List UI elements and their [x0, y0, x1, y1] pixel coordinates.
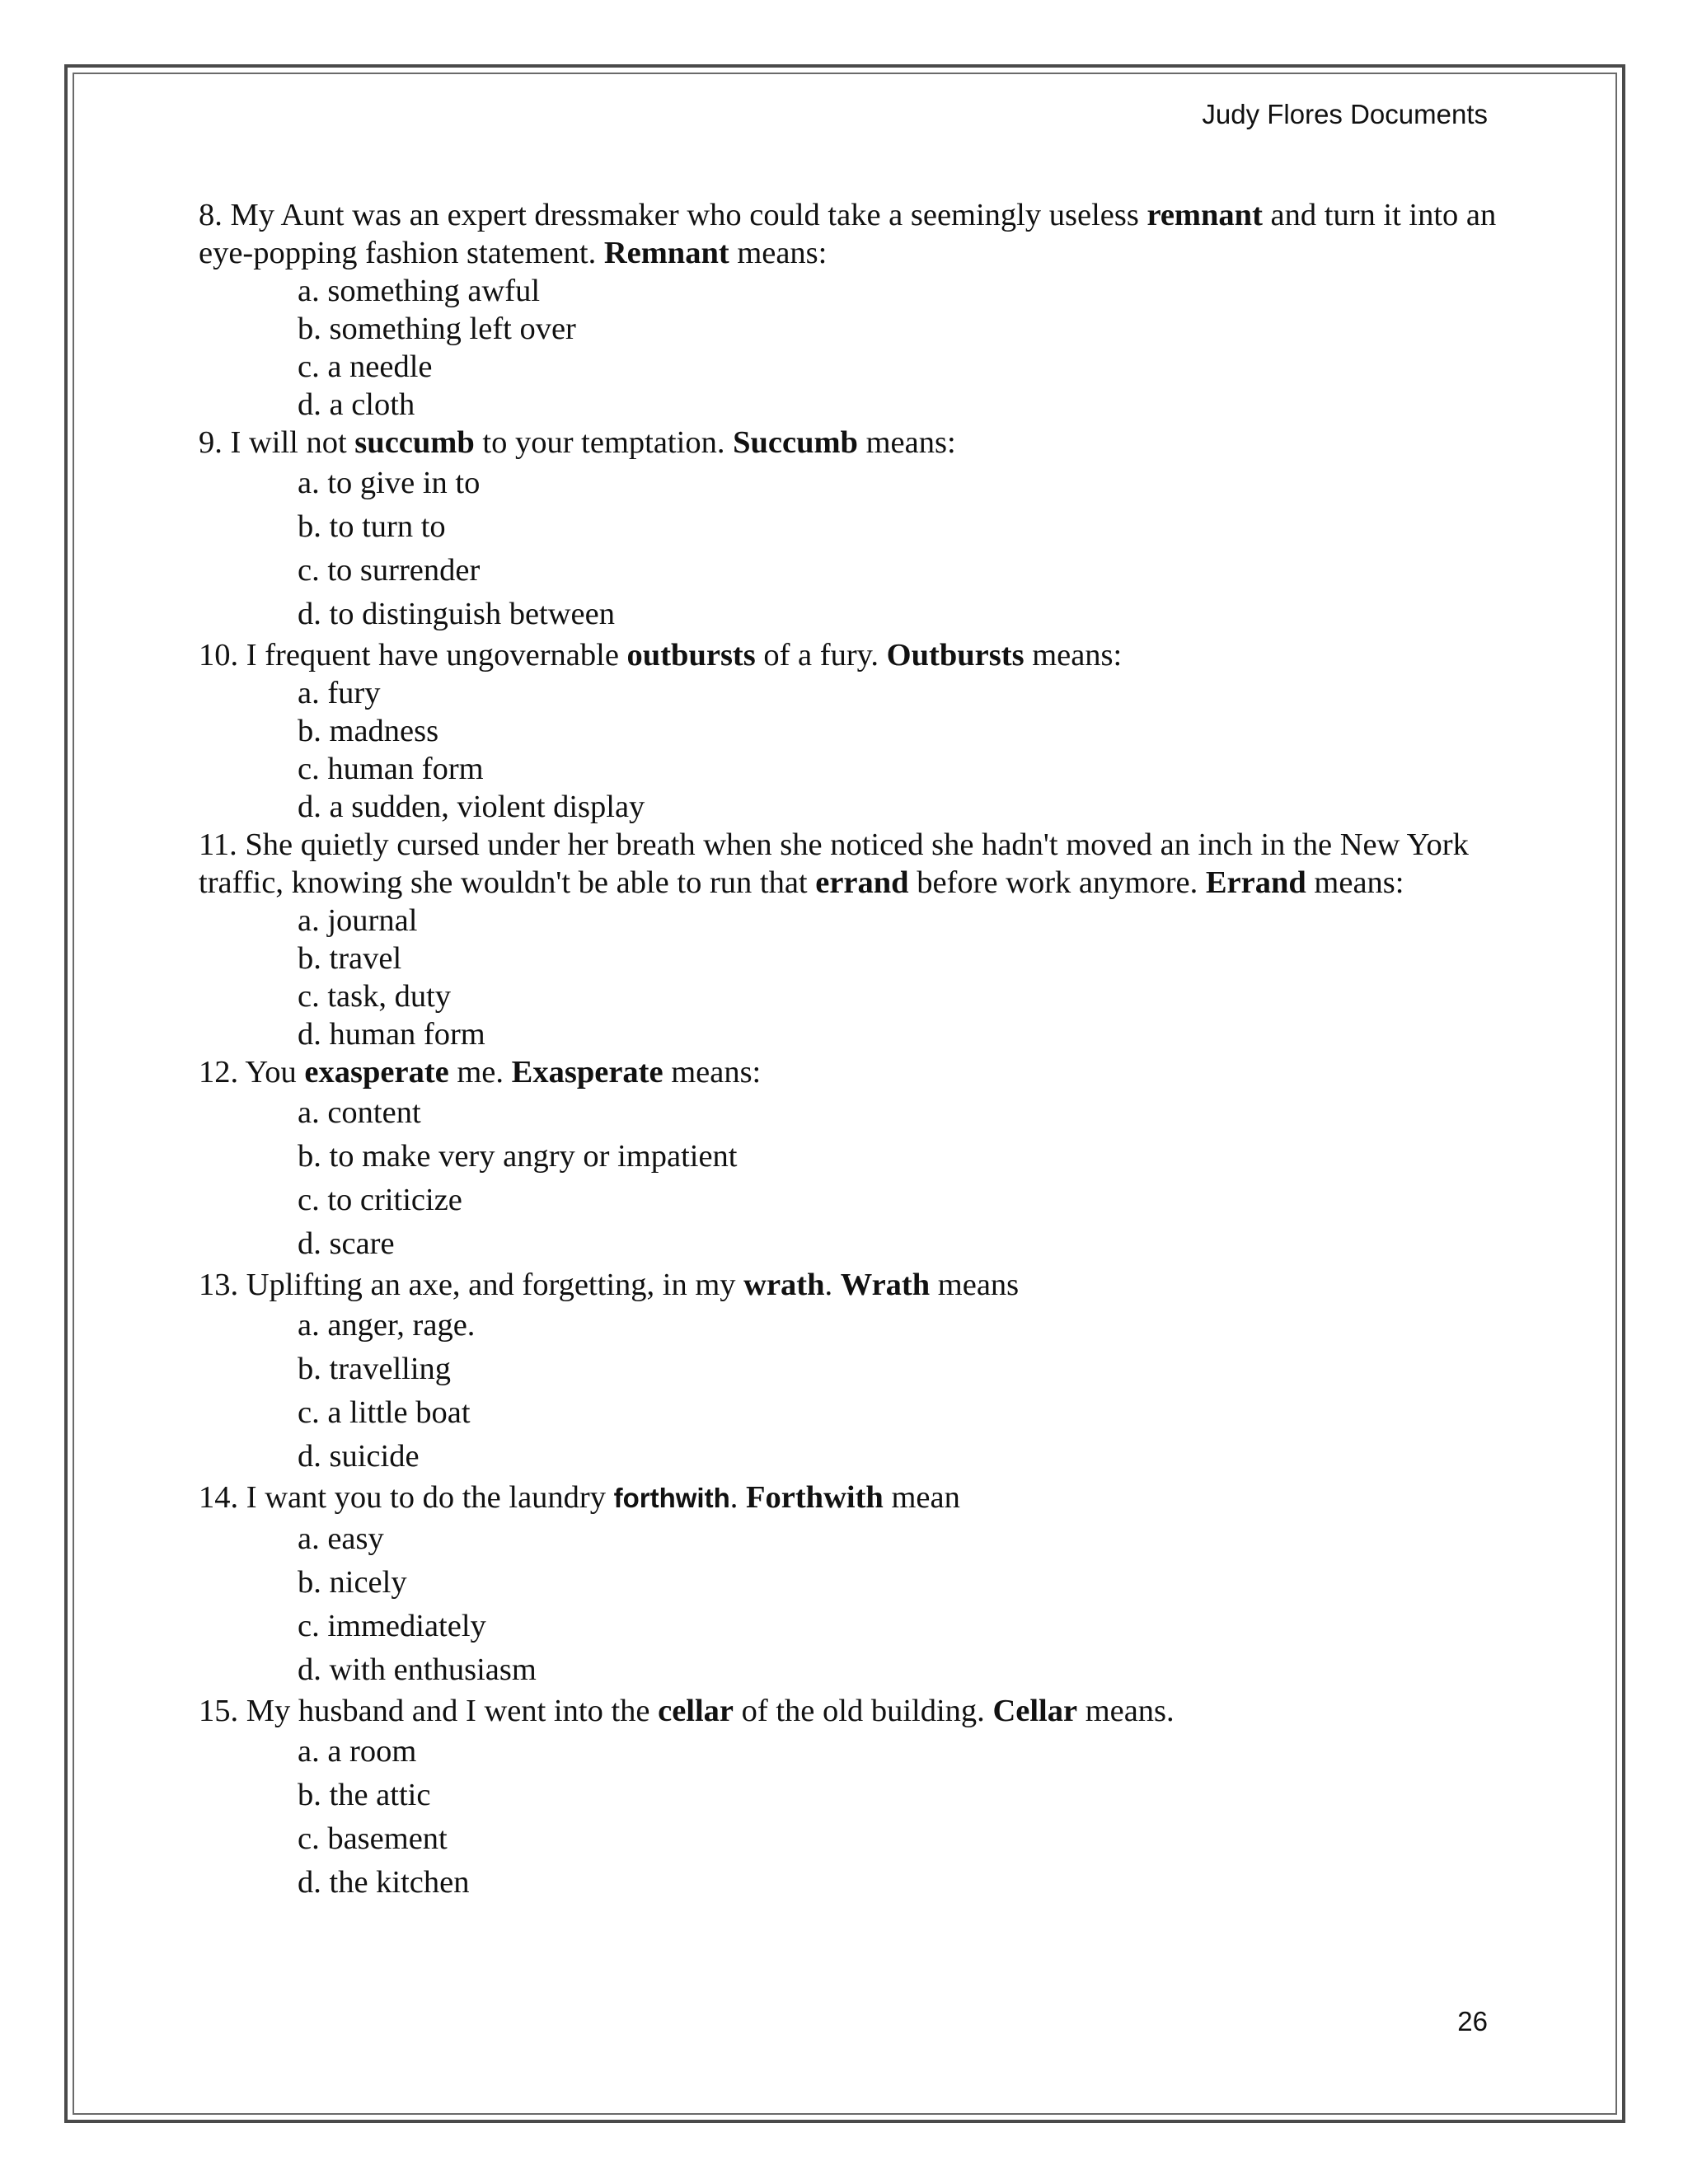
option: a. a room: [298, 1734, 417, 1769]
question-text: means: [930, 1268, 1020, 1302]
option: d. scare: [298, 1226, 395, 1261]
question-text: of a fury.: [755, 638, 887, 673]
question-10: [199, 636, 1501, 674]
option: b. the attic: [298, 1778, 431, 1812]
option: c. to criticize: [298, 1183, 462, 1217]
option: b. something left over: [298, 312, 576, 346]
vocab-term: Exasperate: [511, 1055, 663, 1090]
options-15: [199, 1730, 1501, 1905]
question-11: [199, 826, 1501, 902]
option: a. content: [298, 1095, 421, 1130]
option: d. suicide: [298, 1439, 420, 1474]
question-text: 10. I frequent have ungovernable: [199, 638, 627, 673]
vocab-word: forthwith: [613, 1483, 730, 1513]
quiz-content: [199, 196, 1501, 1905]
option: d. the kitchen: [298, 1865, 470, 1900]
option: c. human form: [298, 752, 484, 786]
option: a. journal: [298, 903, 418, 938]
option: c. a needle: [298, 349, 433, 384]
question-text: to your temptation.: [474, 425, 734, 460]
option: c. a little boat: [298, 1395, 471, 1430]
option: d. human form: [298, 1017, 485, 1052]
question-15: [199, 1692, 1501, 1730]
option: a. easy: [298, 1521, 384, 1556]
vocab-term: Outbursts: [886, 638, 1025, 673]
question-text: means:: [729, 236, 828, 270]
question-12: [199, 1053, 1501, 1091]
vocab-term: Wrath: [840, 1268, 931, 1302]
option: b. to turn to: [298, 509, 446, 544]
question-13: [199, 1266, 1501, 1304]
option: c. task, duty: [298, 979, 452, 1014]
question-text: means:: [663, 1055, 762, 1090]
option: b. madness: [298, 714, 439, 748]
vocab-term: Remnant: [603, 236, 729, 270]
question-text: .: [824, 1268, 841, 1302]
question-text: .: [729, 1480, 746, 1515]
question-text: me.: [448, 1055, 512, 1090]
option: d. with enthusiasm: [298, 1652, 537, 1687]
option: a. fury: [298, 676, 381, 710]
question-text: 15. My husband and I went into the: [199, 1694, 659, 1728]
question-text: 9. I will not: [199, 425, 355, 460]
option: d. to distinguish between: [298, 597, 615, 631]
option: b. nicely: [298, 1565, 407, 1600]
vocab-term: Forthwith: [746, 1480, 884, 1515]
options-13: [199, 1304, 1501, 1479]
question-text: of the old building.: [734, 1694, 993, 1728]
question-text: mean: [883, 1480, 960, 1515]
options-9: [199, 462, 1501, 636]
question-text: before work anymore.: [908, 865, 1206, 900]
question-text: 8. My Aunt was an expert dressmaker who could take a seemingly useless: [199, 198, 1147, 232]
options-8: [199, 272, 1501, 424]
option: a. anger, rage.: [298, 1308, 476, 1343]
option: b. to make very angry or impatient: [298, 1139, 738, 1174]
option: d. a sudden, violent display: [298, 790, 645, 824]
vocab-word: exasperate: [304, 1055, 449, 1090]
question-text: means.: [1077, 1694, 1175, 1728]
option: c. to surrender: [298, 553, 481, 588]
option: a. to give in to: [298, 466, 481, 500]
page-number: 26: [1457, 2006, 1488, 2036]
vocab-word: wrath: [743, 1268, 825, 1302]
question-text: means:: [857, 425, 956, 460]
option: c. immediately: [298, 1609, 486, 1643]
vocab-word: cellar: [658, 1694, 734, 1728]
option: a. something awful: [298, 274, 541, 308]
options-10: [199, 674, 1501, 826]
options-12: [199, 1091, 1501, 1266]
vocab-term: Succumb: [733, 425, 858, 460]
question-14: [199, 1479, 1501, 1517]
question-text: means:: [1024, 638, 1123, 673]
question-text: means:: [1306, 865, 1404, 900]
vocab-word: succumb: [354, 425, 475, 460]
question-text: 11. She quietly cursed under her breath when she noticed she hadn't moved an inch in the New York traffic, knowing she wouldn't be able to run that: [199, 827, 1469, 900]
page-header: Judy Flores Documents: [1202, 99, 1488, 129]
vocab-word: errand: [815, 865, 909, 900]
question-8: [199, 196, 1501, 272]
question-text: and turn it into an eye-popping fashion statement.: [199, 198, 1497, 270]
question-text: 14. I want you to do the laundry: [199, 1480, 614, 1515]
vocab-term: Errand: [1205, 865, 1306, 900]
options-11: [199, 902, 1501, 1053]
question-text: 12. You: [199, 1055, 305, 1090]
question-text: 13. Uplifting an axe, and forgetting, in my: [199, 1268, 744, 1302]
vocab-word: outbursts: [626, 638, 756, 673]
option: b. travel: [298, 941, 402, 976]
question-9: [199, 424, 1501, 462]
option: b. travelling: [298, 1352, 452, 1386]
vocab-word: remnant: [1146, 198, 1263, 232]
option: d. a cloth: [298, 387, 415, 422]
option: c. basement: [298, 1821, 448, 1856]
vocab-term: Cellar: [992, 1694, 1078, 1728]
options-14: [199, 1517, 1501, 1692]
